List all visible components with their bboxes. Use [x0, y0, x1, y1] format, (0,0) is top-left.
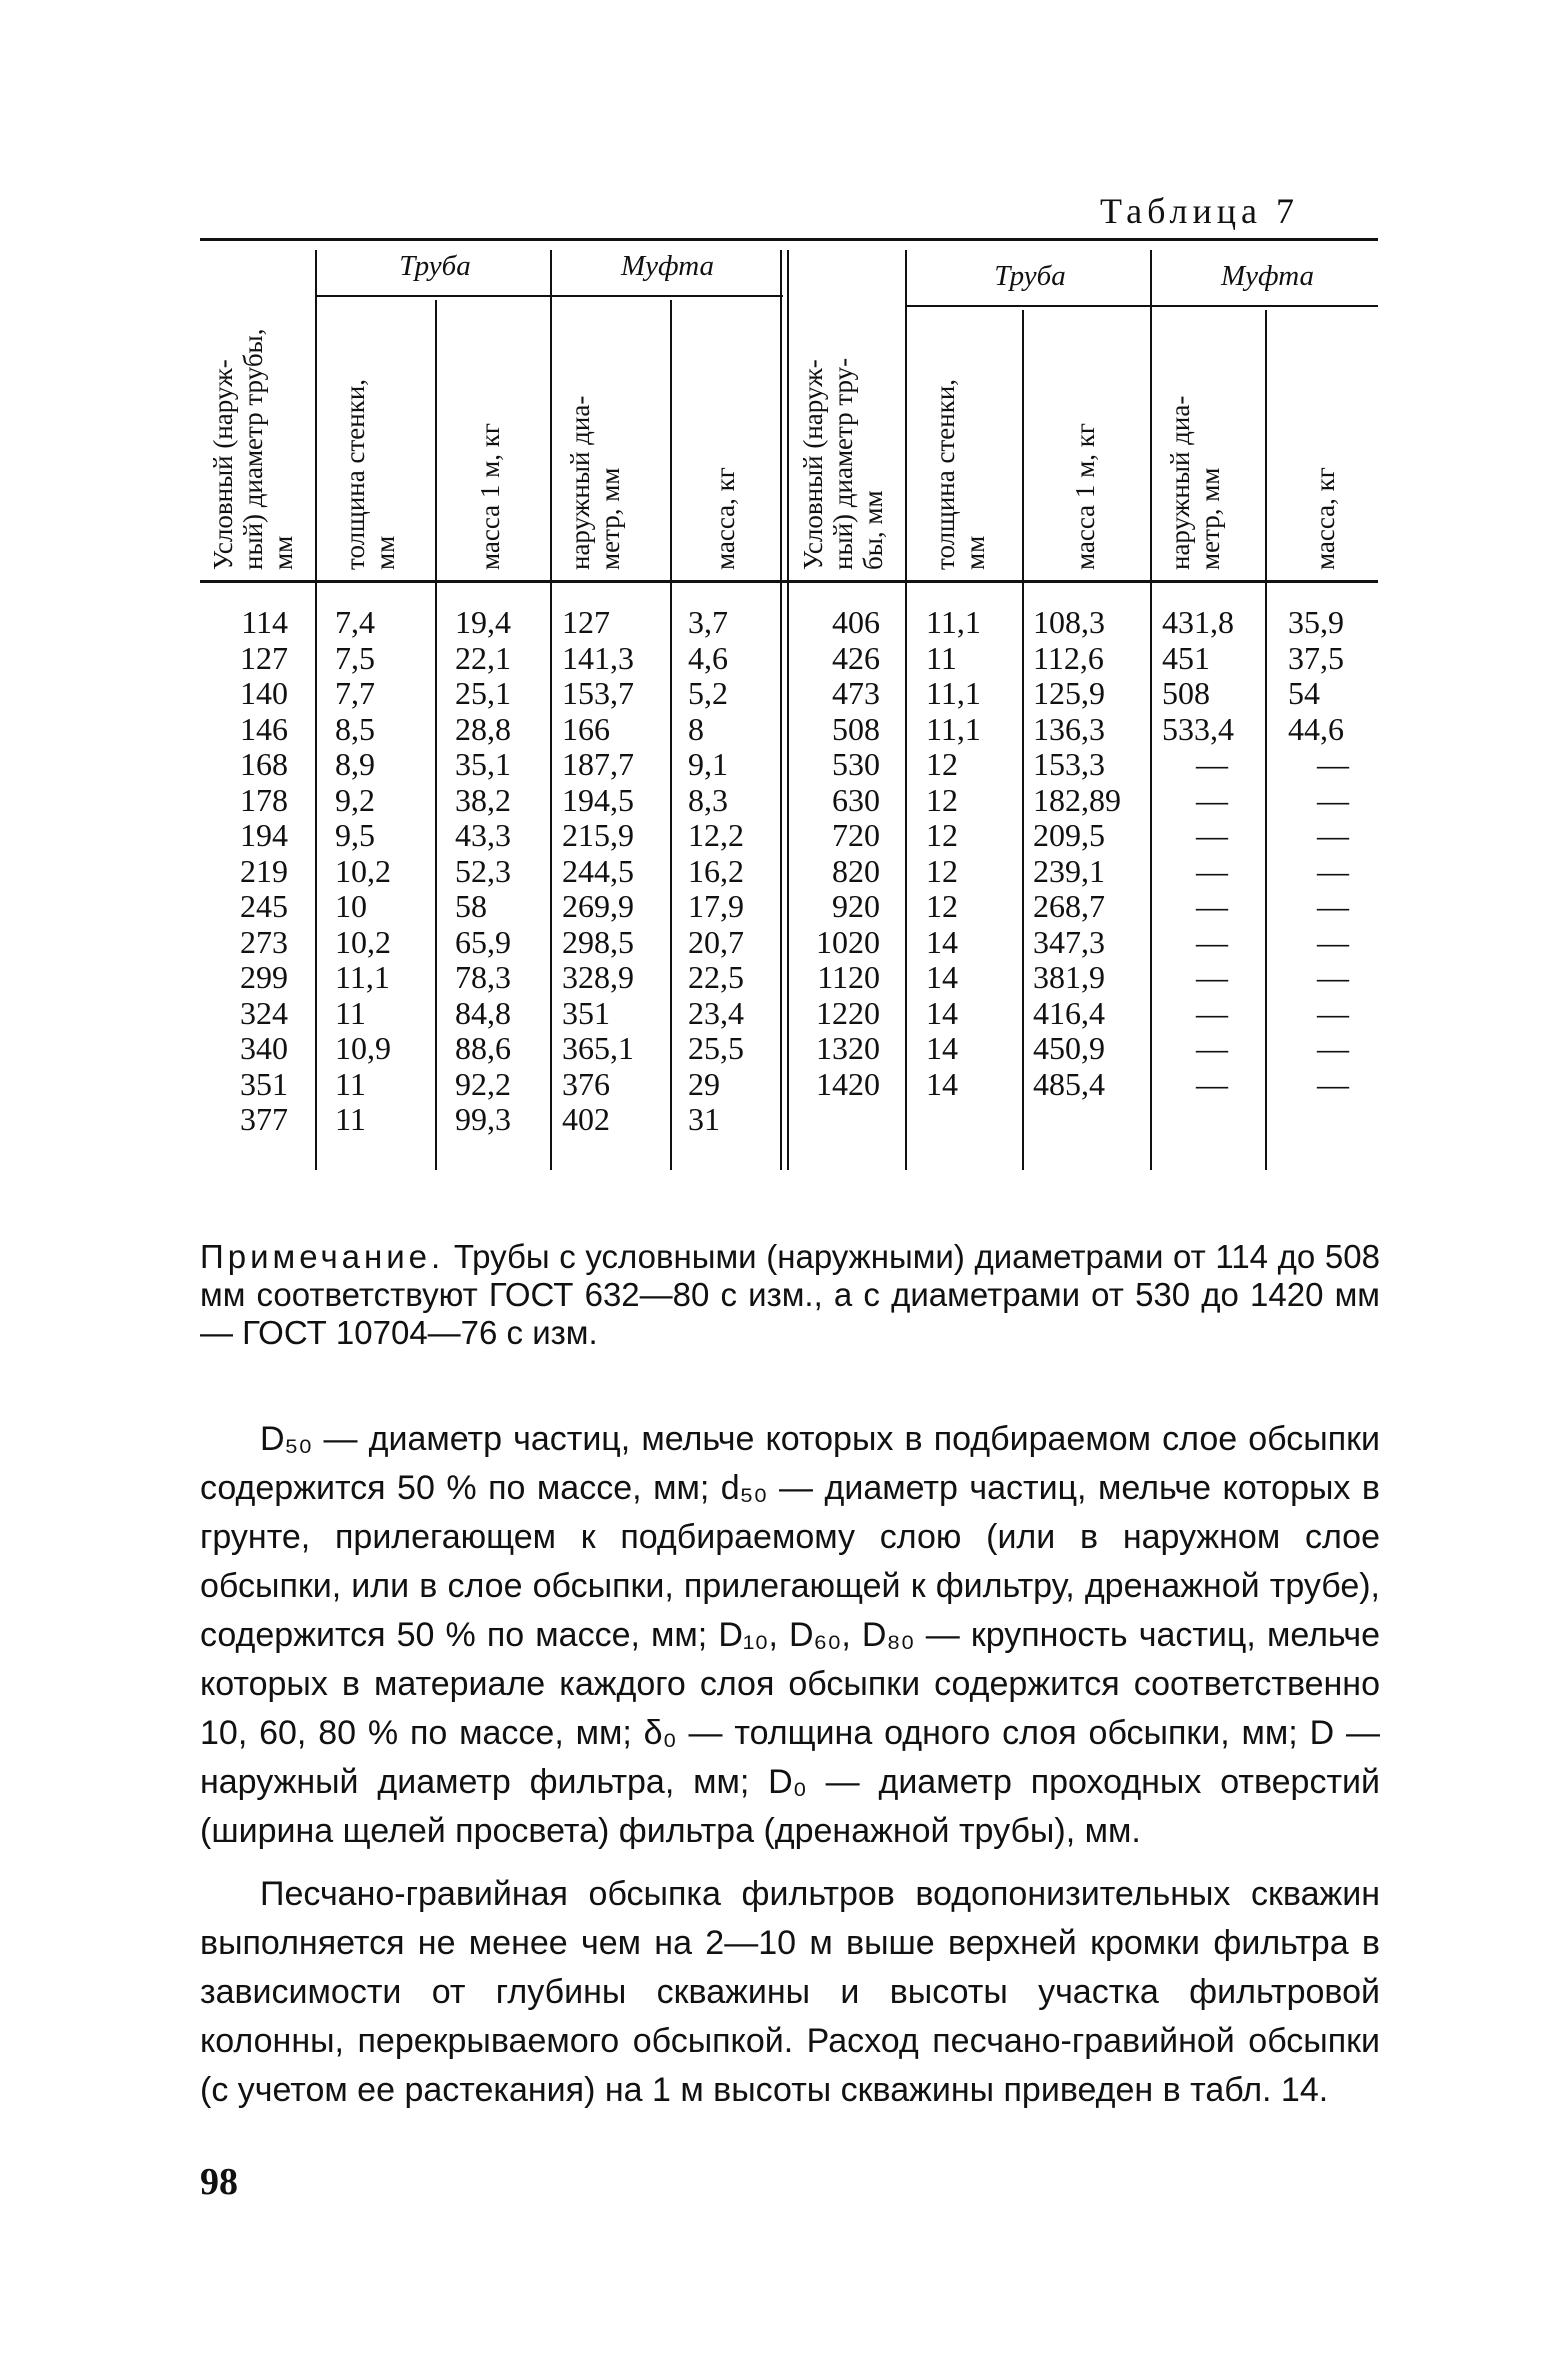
table-cell: 178 — [240, 781, 288, 818]
table-caption: Таблица 7 — [1100, 191, 1299, 231]
body-paragraph: Песчано-гравийная обсыпка фильтров водопонизительных скважин выполняется не менее чем на 2—10 м выше верхней кромки фильтра в зависимости от глубины скважины и высоты участка фильтровой колонны, перекрываемого обсыпкой. Расход песчано-гравийной обсыпки (с учетом ее растекания) на 1 м высоты скважины приведен в табл. 14. — [200, 1875, 1380, 2109]
table-cell: 153,7 — [562, 675, 634, 711]
col-left-coupling-mass — [688, 605, 778, 1138]
table-cell: 485,4 — [1033, 1065, 1105, 1102]
col-left-diameter — [200, 605, 288, 1138]
table-cell: — — [1196, 852, 1228, 889]
table-cell: 12,2 — [688, 817, 744, 853]
table-cell: 269,9 — [562, 888, 634, 924]
table-cell: 14 — [926, 959, 958, 995]
table-cell: 127 — [240, 639, 288, 676]
col-left-mass — [455, 605, 545, 1138]
table-cell: 431,8 — [1162, 604, 1234, 640]
pipe-group-header: Труба — [399, 250, 471, 282]
table-cell: 37,5 — [1288, 639, 1344, 676]
table-cell: 11 — [335, 994, 366, 1031]
page-number: 98 — [200, 2161, 238, 2203]
table-cell: 25,5 — [688, 1030, 744, 1066]
table-cell: — — [1317, 781, 1349, 818]
table-cell: 376 — [562, 1065, 610, 1102]
table-cell: 88,6 — [455, 1030, 511, 1066]
table-cell: 351 — [240, 1065, 288, 1102]
table-cell: 112,6 — [1033, 639, 1104, 676]
table-cell: 108,3 — [1033, 604, 1105, 640]
table-cell: 365,1 — [562, 1030, 634, 1066]
table-cell: — — [1317, 746, 1349, 782]
table-cell: 12 — [926, 817, 958, 853]
col-divider — [670, 300, 672, 1170]
table-cell: 19,4 — [455, 604, 511, 640]
table-cell: 153,3 — [1033, 746, 1105, 782]
table-cell: 25,1 — [455, 675, 511, 711]
table-cell: 377 — [240, 1101, 288, 1137]
table-cell: 299 — [240, 959, 288, 995]
table-cell: — — [1196, 1065, 1228, 1102]
table-cell: — — [1196, 746, 1228, 782]
table-cell: 16,2 — [688, 852, 744, 889]
table-cell: 1420 — [816, 1065, 880, 1102]
table-cell: 239,1 — [1033, 852, 1105, 889]
table-cell: 4,6 — [688, 639, 728, 676]
table-cell: 12 — [926, 888, 958, 924]
header-mass-per-m-right: масса 1 м, кг — [1070, 423, 1100, 570]
coupling-group-header-right: Муфта — [1220, 260, 1315, 292]
table-cell: 402 — [562, 1101, 610, 1137]
table-cell: 92,2 — [455, 1065, 511, 1102]
group-rule-left — [315, 295, 783, 297]
table-cell: 340 — [240, 1030, 288, 1066]
col-right-coupling-d — [1162, 605, 1262, 1102]
coupling-group-header: Муфта — [620, 250, 715, 282]
table-cell: 11,1 — [926, 604, 981, 640]
header-nominal-diameter-right: Условный (наруж- ный) диаметр тру- бы, мм — [798, 357, 888, 570]
table-cell: 450,9 — [1033, 1030, 1105, 1066]
table-cell: — — [1196, 817, 1228, 853]
table-cell: 14 — [926, 923, 958, 960]
table-cell: 7,5 — [335, 639, 375, 676]
table-cell: 8,9 — [335, 746, 375, 782]
table-cell: 1320 — [816, 1030, 880, 1066]
table-cell: — — [1196, 888, 1228, 924]
table-cell: 23,4 — [688, 994, 744, 1031]
table-cell: 215,9 — [562, 817, 634, 853]
col-left-wall — [335, 605, 430, 1138]
table-cell: 11 — [335, 1101, 366, 1137]
col-divider — [1022, 310, 1024, 1170]
table-cell: 273 — [240, 923, 288, 960]
table-cell: 194,5 — [562, 781, 634, 818]
table-cell: 84,8 — [455, 994, 511, 1031]
table-cell: 11,1 — [335, 959, 390, 995]
header-mass-per-m: масса 1 м, кг — [475, 423, 505, 570]
table-cell: 268,7 — [1033, 888, 1105, 924]
table-cell: 12 — [926, 852, 958, 889]
table-cell: 14 — [926, 1030, 958, 1066]
table-cell: 127 — [562, 604, 610, 640]
table-cell: — — [1196, 923, 1228, 960]
table-cell: 3,7 — [688, 604, 728, 640]
table-cell: 65,9 — [455, 923, 511, 960]
table-cell: 508 — [832, 710, 880, 747]
table-cell: 406 — [832, 604, 880, 640]
group-rule-right — [905, 305, 1378, 307]
table-cell: 7,7 — [335, 675, 375, 711]
table-cell: 630 — [832, 781, 880, 818]
table-cell: — — [1196, 781, 1228, 818]
col-divider — [1265, 310, 1267, 1170]
table-cell: 11,1 — [926, 675, 981, 711]
table-cell: 14 — [926, 1065, 958, 1102]
table-cell: 43,3 — [455, 817, 511, 853]
table-cell: 298,5 — [562, 923, 634, 960]
table-cell: 7,4 — [335, 604, 375, 640]
header-outer-diameter: наружный диа- метр, мм — [565, 395, 625, 570]
header-mass-right: масса, кг — [1310, 467, 1340, 570]
col-left-coupling-d — [562, 605, 667, 1138]
table-cell: — — [1317, 923, 1349, 960]
table-cell: 1020 — [816, 923, 880, 960]
table-cell: 11,1 — [926, 710, 981, 747]
table-cell: — — [1196, 1030, 1228, 1066]
table-cell: 245 — [240, 888, 288, 924]
table-cell: 125,9 — [1033, 675, 1105, 711]
header-nominal-diameter: Условный (наруж- ный) диаметр трубы, мм — [208, 328, 298, 570]
col-divider — [435, 300, 437, 1170]
table-cell: 9,5 — [335, 817, 375, 853]
col-divider-double — [787, 250, 789, 1170]
table-cell: — — [1317, 817, 1349, 853]
col-divider — [315, 250, 317, 1170]
table-cell: 182,89 — [1033, 781, 1121, 818]
table-cell: — — [1317, 852, 1349, 889]
table-cell: 140 — [240, 675, 288, 711]
table-top-rule — [200, 238, 1378, 241]
table-cell: 9,1 — [688, 746, 728, 782]
table-cell: 52,3 — [455, 852, 511, 889]
table-cell: 12 — [926, 746, 958, 782]
note-text: Трубы с условными (наружными) диаметрами от 114 до 508 мм соответствуют ГОСТ 632—80 с изм., а с диаметрами от 530 до 1420 мм — ГОСТ 10704—76 с изм. — [200, 1238, 1380, 1351]
table-cell: — — [1196, 959, 1228, 995]
col-divider-double — [780, 250, 782, 1170]
table-cell: 22,5 — [688, 959, 744, 995]
table-cell: 22,1 — [455, 639, 511, 676]
header-outer-diameter-right: наружный диа- метр, мм — [1165, 395, 1225, 570]
col-divider — [1150, 250, 1152, 1170]
table-cell: 533,4 — [1162, 710, 1234, 747]
table-cell: 426 — [832, 639, 880, 676]
table-cell: 5,2 — [688, 675, 728, 711]
table-cell: — — [1317, 888, 1349, 924]
table-cell: 473 — [832, 675, 880, 711]
table-cell: 11 — [335, 1065, 366, 1102]
note-label: Примечание. — [200, 1238, 445, 1275]
table-cell: 209,5 — [1033, 817, 1105, 853]
table-cell: 38,2 — [455, 781, 511, 818]
table-cell: 20,7 — [688, 923, 744, 960]
table-cell: 146 — [240, 710, 288, 747]
table-cell: 1220 — [816, 994, 880, 1031]
col-right-coupling-mass — [1288, 605, 1378, 1102]
table-cell: 351 — [562, 994, 610, 1031]
table-cell: 11 — [926, 639, 957, 676]
col-divider — [550, 250, 552, 1170]
header-wall-thickness-right: толщина стенки, мм — [930, 378, 990, 570]
table-header-rule — [200, 580, 1378, 583]
table-cell: 8 — [688, 710, 704, 747]
col-right-wall — [926, 605, 1018, 1102]
table-cell: 920 — [832, 888, 880, 924]
table-cell: 14 — [926, 994, 958, 1031]
pipe-group-header-right: Труба — [994, 260, 1066, 292]
table-cell: 44,6 — [1288, 710, 1344, 747]
table-cell: 35,1 — [455, 746, 511, 782]
table-cell: 141,3 — [562, 639, 634, 676]
table-cell: 168 — [240, 746, 288, 782]
table-cell: 324 — [240, 994, 288, 1031]
table-cell: 114 — [241, 604, 288, 640]
table-cell: 29 — [688, 1065, 720, 1102]
table-cell: 194 — [240, 817, 288, 853]
table-cell: — — [1317, 959, 1349, 995]
table-cell: — — [1317, 1065, 1349, 1102]
table-cell: 8,3 — [688, 781, 728, 818]
table-note — [200, 1238, 1380, 1352]
table-cell: 720 — [832, 817, 880, 853]
col-divider — [905, 250, 907, 1170]
table-cell: 820 — [832, 852, 880, 889]
table-cell: 12 — [926, 781, 958, 818]
table-cell: — — [1317, 1030, 1349, 1066]
table-cell: 10,2 — [335, 852, 391, 889]
table-cell: 9,2 — [335, 781, 375, 818]
table-cell: — — [1317, 994, 1349, 1031]
table-cell: 10 — [335, 888, 367, 924]
table-cell: 244,5 — [562, 852, 634, 889]
table-cell: 136,3 — [1033, 710, 1105, 747]
table-cell: 219 — [240, 852, 288, 889]
table-cell: 10,2 — [335, 923, 391, 960]
table-cell: 187,7 — [562, 746, 634, 782]
body-paragraph: D₅₀ — диаметр частиц, мельче которых в подбираемом слое обсыпки содержится 50 % по массе, мм; d₅₀ — диаметр частиц, мельче которых в грунте, прилегающем к подбираемому слою (или в наружном слое обсыпки, или в слое обсыпки, прилегающей к фильтру, дренажной трубе), содержится 50 % по массе, мм; D₁₀, D₆₀, D₈₀ — крупность частиц, мельче которых в материале каждого слоя обсыпки содержится соответственно 10, 60, 80 % по массе, мм; δ₀ — толщина одного слоя обсыпки, мм; D — наружный диаметр фильтра, мм; D₀ — диаметр проходных отверстий (ширина щелей просвета) фильтра (дренажной трубы), мм. — [200, 1420, 1380, 1850]
table-cell: 508 — [1162, 675, 1210, 711]
table-cell: 166 — [562, 710, 610, 747]
table-cell: 58 — [455, 888, 487, 924]
table-cell: 31 — [688, 1101, 720, 1137]
table-cell: 451 — [1162, 639, 1210, 676]
header-mass: масса, кг — [710, 467, 740, 570]
table-cell: — — [1196, 994, 1228, 1031]
table-cell: 1120 — [817, 959, 880, 995]
table-cell: 381,9 — [1033, 959, 1105, 995]
table-cell: 416,4 — [1033, 994, 1105, 1031]
table-cell: 328,9 — [562, 959, 634, 995]
table-cell: 530 — [832, 746, 880, 782]
table-cell: 10,9 — [335, 1030, 391, 1066]
table-cell: 8,5 — [335, 710, 375, 747]
table-cell: 347,3 — [1033, 923, 1105, 960]
table-cell: 54 — [1288, 675, 1320, 711]
table-cell: 78,3 — [455, 959, 511, 995]
header-wall-thickness: толщина стенки, мм — [340, 378, 400, 570]
table-cell: 35,9 — [1288, 604, 1344, 640]
table-cell: 17,9 — [688, 888, 744, 924]
col-right-mass — [1033, 605, 1148, 1102]
table-cell: 99,3 — [455, 1101, 511, 1137]
col-right-diameter — [795, 605, 880, 1102]
table-cell: 28,8 — [455, 710, 511, 747]
